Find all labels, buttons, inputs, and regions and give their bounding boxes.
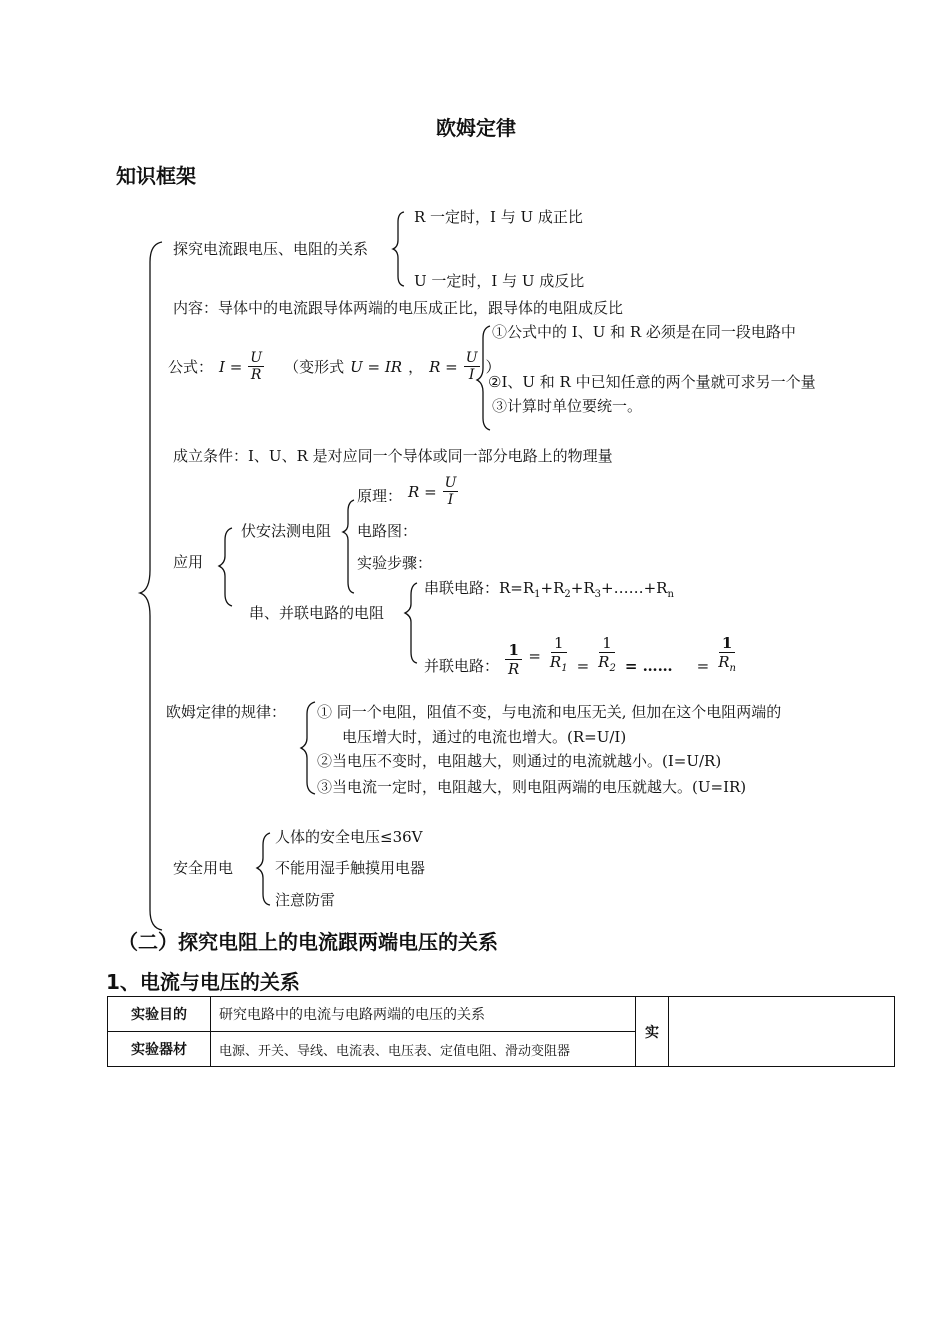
voltammetry-label: 伏安法测电阻 [241, 522, 332, 540]
table-row [108, 997, 895, 1032]
formula-label: 公式： [168, 357, 214, 376]
parallel-frac-2-num: 1 [599, 634, 615, 653]
section-heading-3: 1、电流与电压的关系 [106, 970, 300, 994]
parallel-frac-1-num: 1 [551, 634, 567, 653]
voltammetry-brace [343, 500, 354, 593]
formula-comma: ， [408, 357, 424, 376]
table-cell-materials-value: 电源、开关、导线、电流表、电压表、定值电阻、滑动变阻器 [211, 1032, 636, 1067]
parallel-frac-total-num: 1 [505, 641, 521, 660]
explore-brace [393, 212, 404, 286]
series-r3: +R [570, 579, 595, 597]
section-heading-2: （二）探究电阻上的电流跟两端电压的关系 [118, 930, 498, 954]
formula-main-num: U [250, 350, 263, 366]
parallel-frac-total-den: R [508, 660, 520, 678]
parallel-label: 并联电路： [424, 657, 500, 675]
series-parallel-brace [405, 583, 417, 663]
parallel-frac-2-sub: 2 [609, 663, 616, 674]
parallel-frac-n-R: R [718, 653, 730, 671]
series-parallel-label: 串、并联电路的电阻 [249, 604, 385, 622]
rules-label: 欧姆定律的规律： [166, 703, 287, 721]
series-sub-3: 3 [594, 589, 602, 600]
formula-row [168, 350, 501, 383]
parallel-eq: = [528, 647, 541, 665]
parallel-frac-n-sub: n [729, 663, 736, 674]
formula-close: ） [485, 357, 501, 376]
formula-variant2-num: U [465, 350, 478, 366]
formula-variant-label: （变形式 [284, 357, 345, 376]
rule-2: ②当电压不变时，电阻越大，则通过的电流就越小。(I=U/R) [317, 752, 722, 770]
formula-variant2-lhs: R = [429, 357, 458, 376]
page-title: 欧姆定律 [436, 116, 516, 140]
principle-row [357, 475, 458, 508]
rule-1b: 电压增大时，通过的电流也增大。(R=U/I) [342, 728, 627, 746]
application-label: 应用 [173, 553, 204, 571]
explore-r-const: R 一定时，I 与 U 成正比 [414, 208, 583, 226]
safety-item-3: 注意防雷 [275, 891, 336, 909]
content-line: 内容：导体中的电流跟导体两端的电压成正比，跟导体的电阻成反比 [173, 299, 624, 317]
series-sub-1: 1 [534, 589, 541, 600]
steps-label: 实验步骤： [357, 554, 433, 572]
formula-note-3: ③计算时单位要统一。 [492, 397, 643, 415]
series-label: 串联电路： [424, 579, 500, 597]
explore-u-const: U 一定时，I 与 U 成反比 [414, 272, 585, 290]
principle-num: U [444, 475, 457, 491]
table-cell-mid: 实 [636, 997, 669, 1067]
principle-fraction [443, 475, 459, 508]
safety-item-2: 不能用湿手触摸用电器 [275, 859, 426, 877]
table-cell-purpose-label: 实验目的 [108, 997, 211, 1032]
rule-1a: ① 同一个电阻，阻值不变，与电流和电压无关, 但加在这个电阻两端的 [317, 703, 782, 721]
parallel-frac-1-R: R [549, 653, 562, 671]
series-formula [424, 578, 674, 605]
table-cell-materials-label: 实验器材 [108, 1032, 211, 1067]
section-heading-framework: 知识框架 [116, 164, 196, 188]
experiment-table [107, 996, 895, 1067]
big-brace [140, 242, 162, 930]
series-sub-n: n [667, 589, 674, 600]
formula-variant2-den: I [468, 367, 475, 383]
formula-main-fraction [248, 350, 264, 383]
parallel-formula [424, 634, 739, 678]
rules-brace [301, 702, 315, 794]
application-brace [219, 528, 232, 606]
parallel-frac-total [505, 641, 522, 678]
principle-label: 原理： [357, 487, 403, 505]
series-r2: +R [540, 579, 565, 597]
table-cell-purpose-value: 研究电路中的电流与电路两端的电压的关系 [211, 997, 636, 1032]
parallel-frac-n [715, 634, 739, 678]
parallel-frac-2-R: R [598, 653, 610, 671]
parallel-frac-n-num: 1 [719, 634, 735, 653]
parallel-frac-2 [595, 634, 619, 678]
circuit-label: 电路图： [357, 522, 418, 540]
safety-item-1: 人体的安全电压≤36V [275, 828, 423, 846]
explore-label: 探究电流跟电压、电阻的关系 [173, 240, 369, 258]
formula-note-2: ②I、U 和 R 中已知任意的两个量就可求另一个量 [488, 373, 816, 391]
principle-lhs: R = [408, 482, 437, 501]
safety-label: 安全用电 [173, 859, 234, 877]
formula-variant2-fraction [464, 350, 480, 383]
parallel-dots: = …… [624, 657, 673, 675]
rule-3: ③当电流一定时，电阻越大，则电阻两端的电压就越大。(U=IR) [317, 778, 747, 796]
principle-den: I [447, 492, 454, 508]
parallel-frac-1-sub: 1 [561, 663, 568, 674]
series-r1: R=R [499, 579, 535, 597]
formula-note-1: ①公式中的 I、U 和 R 必须是在同一段电路中 [492, 323, 796, 341]
formula-main-lhs: I = [219, 357, 243, 376]
parallel-plus-1: = [576, 657, 590, 675]
formula-main-den: R [250, 367, 262, 383]
safety-brace [257, 833, 270, 905]
formula-variant-expr: U = IR [350, 357, 403, 376]
series-sub-2: 2 [564, 589, 571, 600]
series-tail: +……+R [601, 579, 668, 597]
parallel-frac-1 [547, 634, 571, 678]
condition-line: 成立条件：I、U、R 是对应同一个导体或同一部分电路上的物理量 [173, 447, 613, 465]
parallel-eq-2: = [696, 657, 710, 675]
table-cell-empty [669, 997, 895, 1067]
